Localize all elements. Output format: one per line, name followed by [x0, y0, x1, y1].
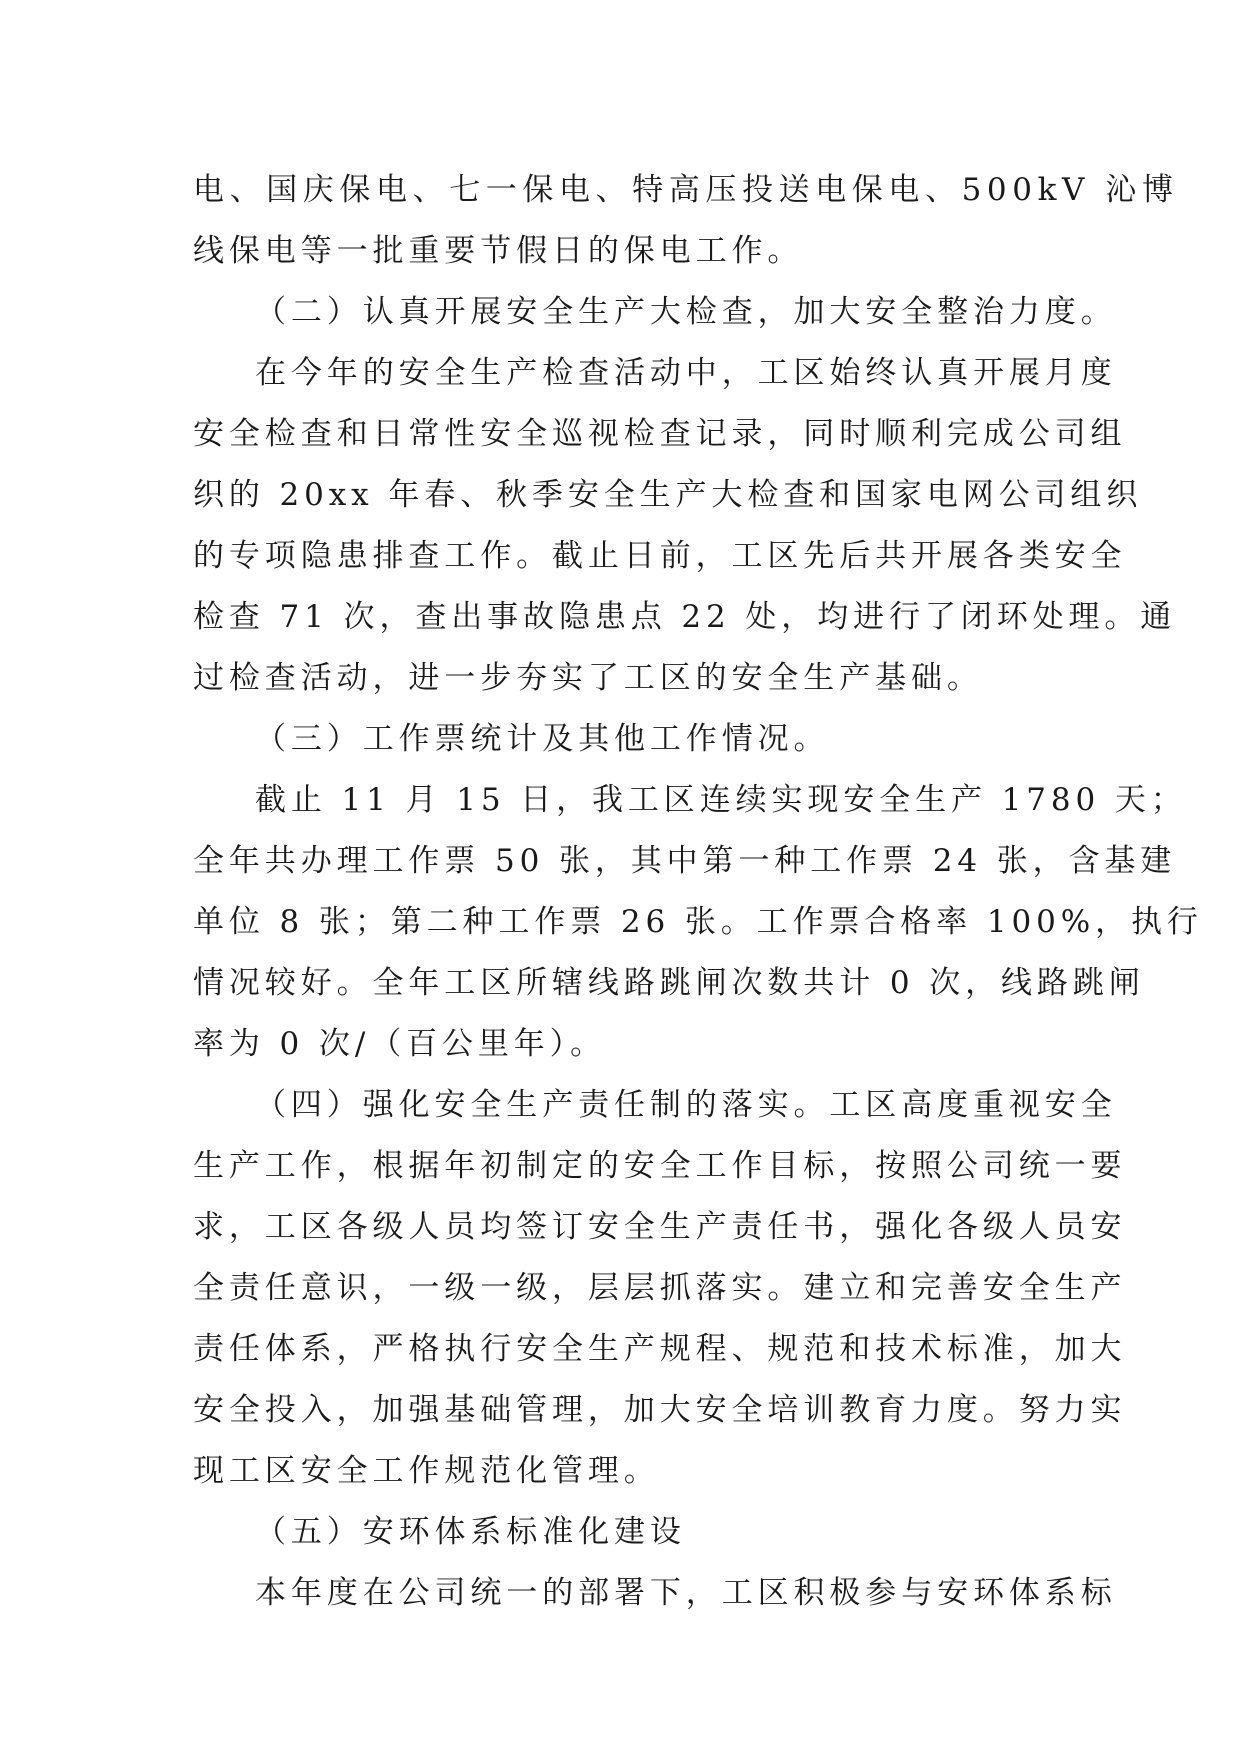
paragraph-line: 本年度在公司统一的部署下，工区积极参与安环体系标: [255, 1575, 1117, 1611]
paragraph-line: 现工区安全工作规范化管理。: [193, 1453, 660, 1489]
document-body: [193, 160, 1203, 1624]
paragraph-line: 织的 20xx 年春、秋季安全生产大检查和国家电网公司组织: [193, 477, 1143, 513]
paragraph-line: 过检查活动，进一步夯实了工区的安全生产基础。: [193, 660, 983, 696]
paragraph-line: 生产工作，根据年初制定的安全工作目标，按照公司统一要: [193, 1148, 1127, 1184]
paragraph-line: 检查 71 次，查出事故隐患点 22 处，均进行了闭环处理。通: [193, 599, 1177, 635]
paragraph-line: 责任体系，严格执行安全生产规程、规范和技术标准，加大: [193, 1331, 1127, 1367]
paragraph-line: 安全投入，加强基础管理，加大安全培训教育力度。努力实: [193, 1392, 1127, 1428]
section-heading-3: （三）工作票统计及其他工作情况。: [255, 721, 830, 757]
paragraph-line: 的专项隐患排查工作。截止日前，工区先后共开展各类安全: [193, 538, 1127, 574]
section-heading-4: （四）强化安全生产责任制的落实。工区高度重视安全: [255, 1087, 1117, 1123]
paragraph-line: 电、国庆保电、七一保电、特高压投送电保电、500kV 沁博: [193, 172, 1179, 208]
paragraph-line: 在今年的安全生产检查活动中，工区始终认真开展月度: [255, 355, 1117, 391]
paragraph-line: 线保电等一批重要节假日的保电工作。: [193, 233, 804, 269]
paragraph-line: 全责任意识，一级一级，层层抓落实。建立和完善安全生产: [193, 1270, 1127, 1306]
paragraph-line: 单位 8 张；第二种工作票 26 张。工作票合格率 100%，执行: [193, 904, 1203, 940]
paragraph-line: 率为 0 次/（百公里年）。: [193, 1026, 606, 1062]
paragraph-line: 截止 11 月 15 日，我工区连续实现安全生产 1780 天；: [255, 782, 1187, 818]
paragraph-line: 情况较好。全年工区所辖线路跳闸次数共计 0 次，线路跳闸: [193, 965, 1145, 1001]
section-heading-5: （五）安环体系标准化建设: [255, 1514, 686, 1550]
section-heading-2: （二）认真开展安全生产大检查，加大安全整治力度。: [255, 294, 1117, 330]
paragraph-line: 求，工区各级人员均签订安全生产责任书，强化各级人员安: [193, 1209, 1127, 1245]
paragraph-line: 全年共办理工作票 50 张，其中第一种工作票 24 张，含基建: [193, 843, 1177, 879]
paragraph-line: 安全检查和日常性安全巡视检查记录，同时顺利完成公司组: [193, 416, 1127, 452]
